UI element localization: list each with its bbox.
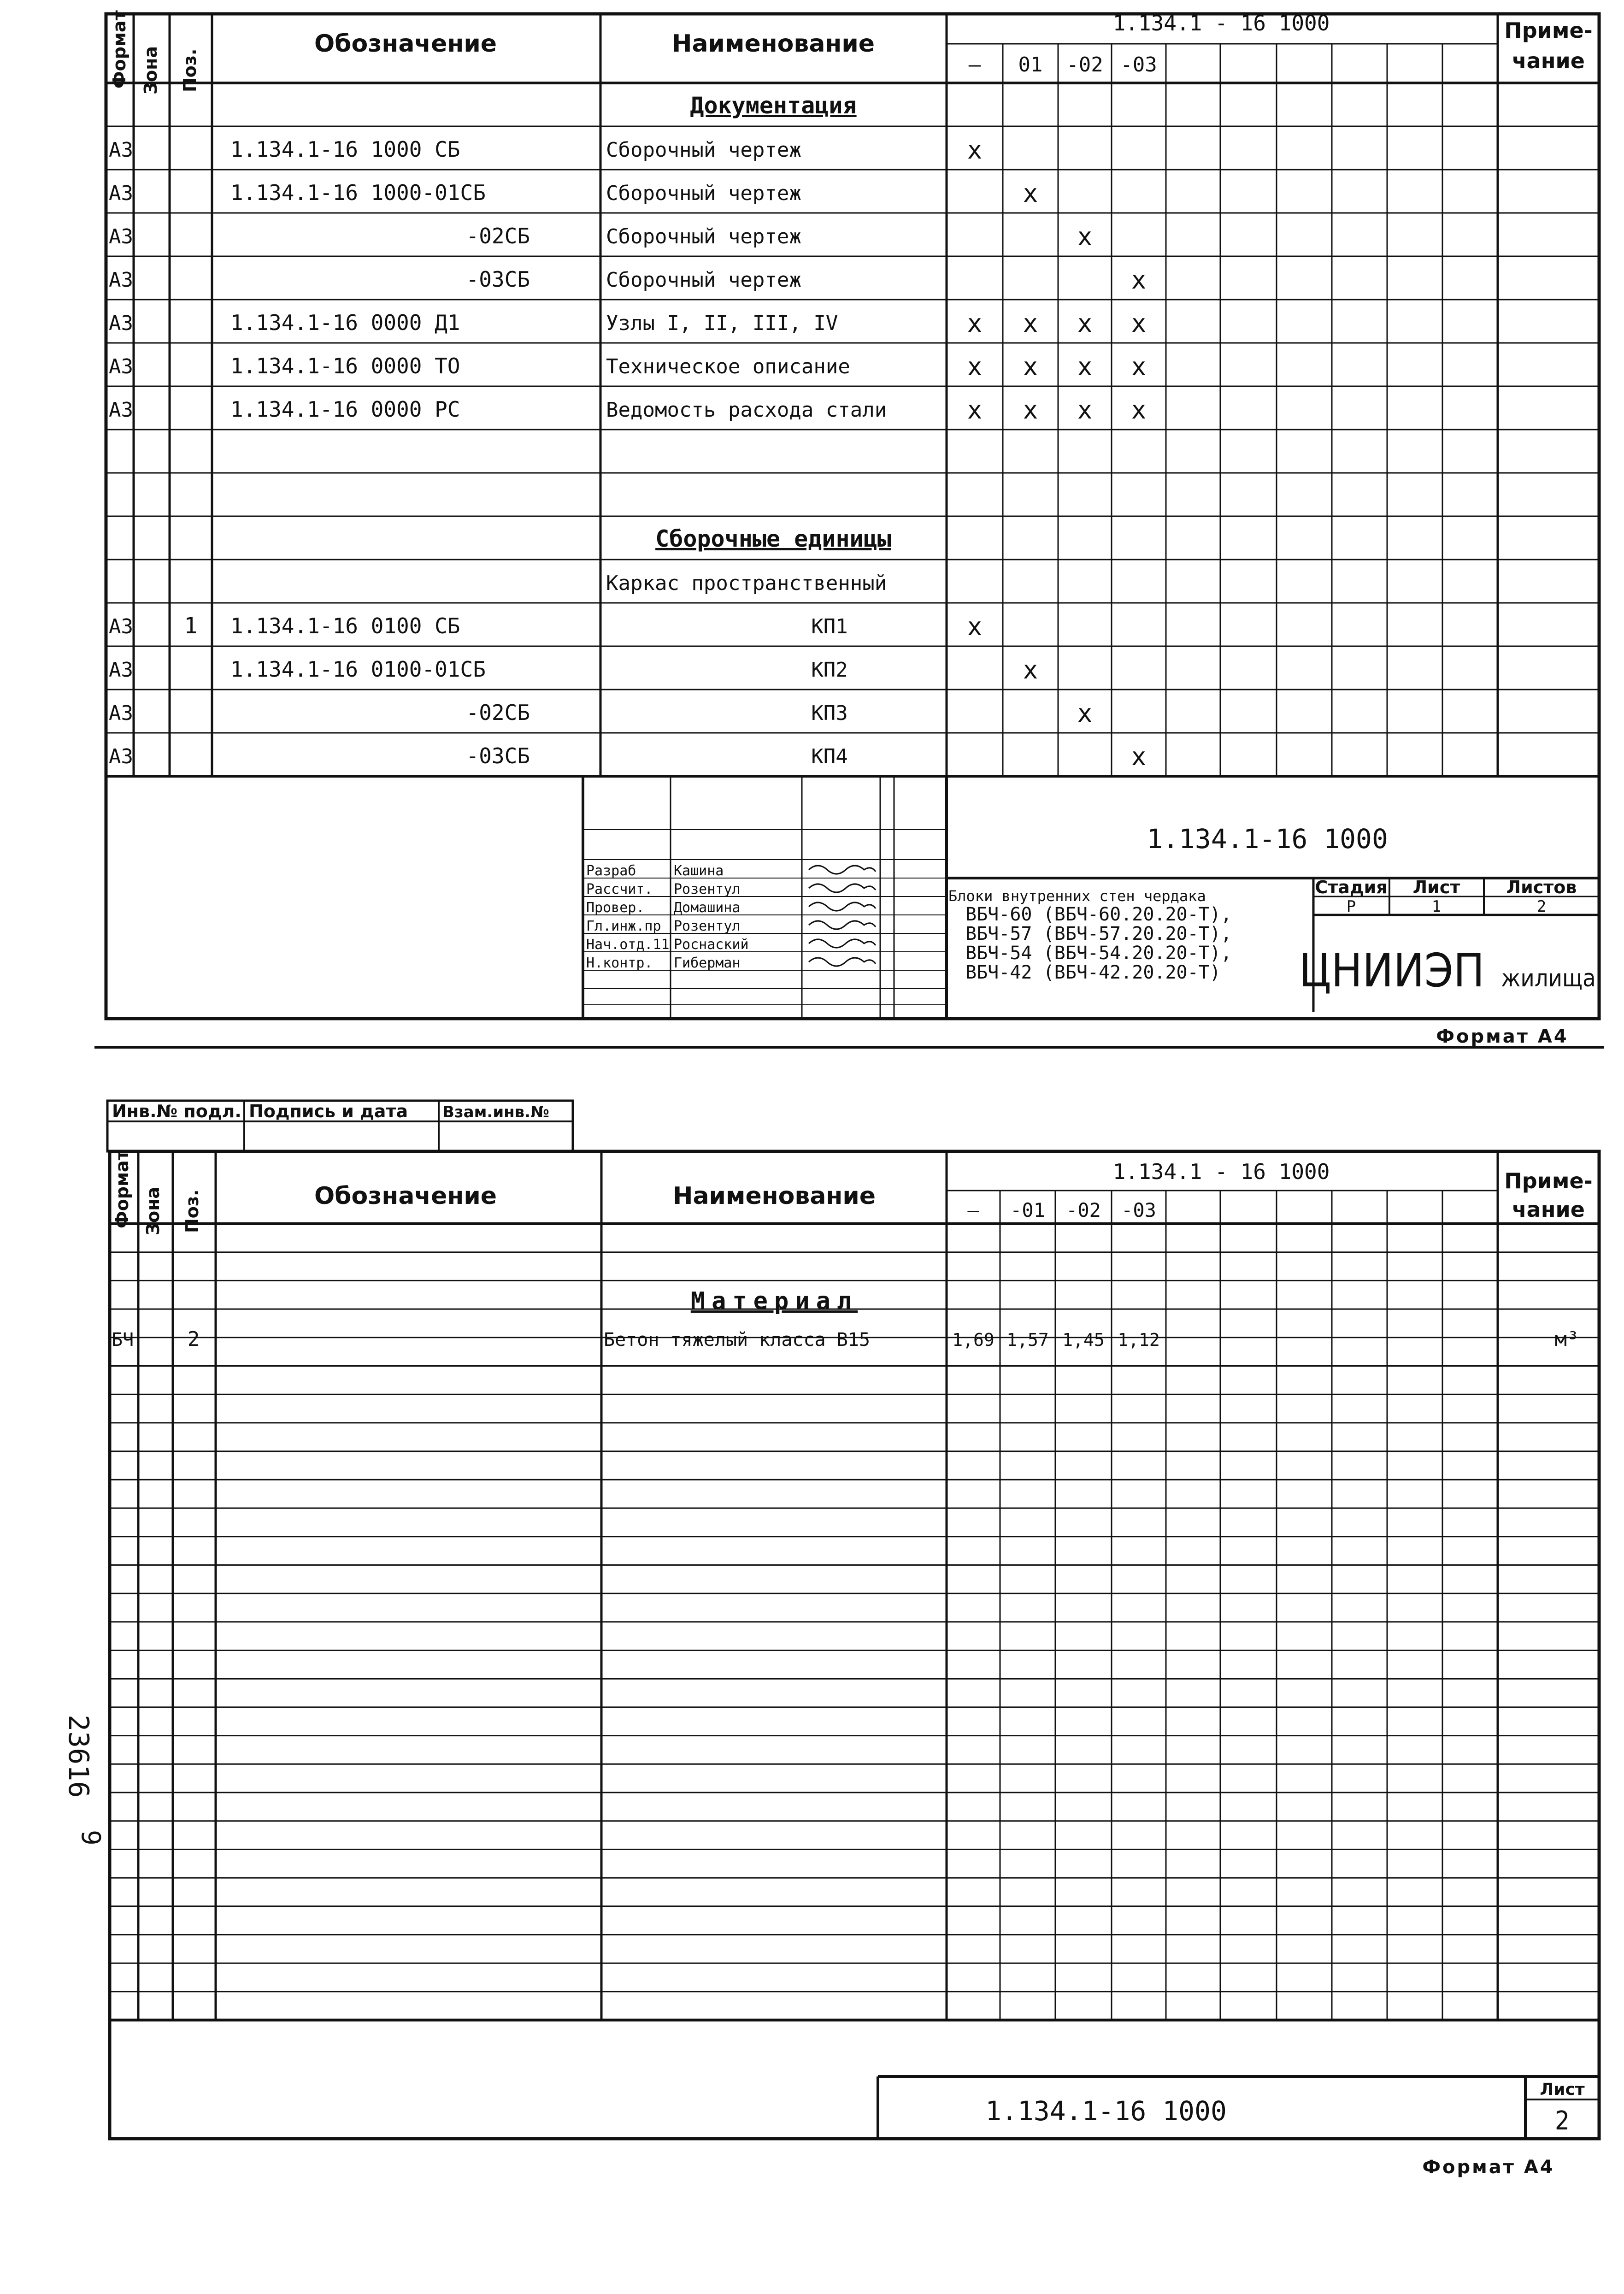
row-format: А3 xyxy=(109,182,133,205)
title-doc-number: 1.134.1-16 1000 xyxy=(1147,823,1388,855)
row-designation: 1.134.1-16 1000-01СБ xyxy=(230,180,486,205)
row-name: Каркас пространственный xyxy=(606,572,887,595)
row-name: КП4 xyxy=(811,745,848,768)
sheet-label: Лист xyxy=(1540,2080,1585,2099)
signature-name: Роснаский xyxy=(674,937,749,953)
header-note: Приме- xyxy=(1504,1168,1593,1193)
signature-name: Домашина xyxy=(674,900,741,916)
sheet-label: Лист xyxy=(1412,877,1460,897)
variant-mark: x xyxy=(967,136,983,165)
header-zone: Зона xyxy=(141,46,161,94)
header-doc-number: 1.134.1 - 16 1000 xyxy=(1112,1159,1330,1184)
stamp-sign: Подпись и дата xyxy=(249,1101,408,1121)
signature-scribble xyxy=(809,866,876,874)
signature-role: Гл.инж.пр xyxy=(586,918,661,934)
signature-scribble xyxy=(809,884,876,892)
row-format: А3 xyxy=(109,268,133,292)
row-format: А3 xyxy=(109,225,133,248)
signature-role: Рассчит. xyxy=(586,881,653,897)
variant-mark: x xyxy=(1077,309,1093,338)
row-name: Узлы I, II, III, IV xyxy=(606,312,838,335)
header-doc-number: 1.134.1 - 16 1000 xyxy=(1112,11,1330,35)
variant-mark: x xyxy=(1023,655,1038,684)
header-designation: Обозначение xyxy=(314,1182,497,1210)
signature-scribble xyxy=(809,921,876,929)
variant-header: – xyxy=(968,53,981,77)
variant-mark: x xyxy=(1131,352,1147,381)
header-format: Формат xyxy=(109,10,129,88)
header-pos: Поз. xyxy=(182,1189,202,1233)
row-format: А3 xyxy=(109,312,133,335)
title-description: Блоки внутренних стен чердака xyxy=(948,887,1206,905)
row-pos: 1 xyxy=(184,613,198,639)
row-name: Сборочный чертеж xyxy=(606,225,801,248)
variant-mark: x xyxy=(1077,395,1093,425)
signature-name: Розентул xyxy=(674,881,741,897)
header-format: Формат xyxy=(112,1150,132,1228)
row-name: Бетон тяжелый класса В15 xyxy=(604,1329,870,1350)
header-note-2: чание xyxy=(1512,48,1585,73)
row-designation: -02СБ xyxy=(466,224,530,248)
row-designation: -03СБ xyxy=(466,267,530,292)
row-format: БЧ xyxy=(112,1329,134,1350)
sheet-value: 1 xyxy=(1431,897,1442,916)
row-note: м³ xyxy=(1554,1327,1579,1351)
signature-name: Гиберман xyxy=(674,955,741,971)
row-designation: 1.134.1-16 0000 ТО xyxy=(230,354,460,378)
variant-mark: x xyxy=(1077,699,1093,728)
format-label: Формат А4 xyxy=(1422,2157,1555,2178)
section-title: Документация xyxy=(690,92,857,119)
variant-mark: x xyxy=(967,352,983,381)
header-designation: Обозначение xyxy=(314,30,497,58)
header-zone: Зона xyxy=(143,1186,163,1235)
row-name: Сборочный чертеж xyxy=(606,268,801,292)
title-description: ВБЧ-57 (ВБЧ-57.20.20-Т), xyxy=(965,923,1232,944)
variant-mark: x xyxy=(1131,742,1147,771)
signature-scribble xyxy=(809,902,876,911)
sheet-value: 2 xyxy=(1554,2106,1570,2136)
variant-header: – xyxy=(967,1199,979,1221)
variant-mark: x xyxy=(1023,309,1038,338)
variant-header: -02 xyxy=(1066,1199,1101,1221)
variant-mark: x xyxy=(1131,265,1147,295)
sheets-value: 2 xyxy=(1536,897,1547,916)
row-designation: 1.134.1-16 0100-01СБ xyxy=(230,657,486,682)
material-quantity: 1,12 xyxy=(1118,1330,1160,1350)
signature-name: Розентул xyxy=(674,918,741,934)
variant-mark: x xyxy=(967,612,983,641)
variant-mark: x xyxy=(967,395,983,425)
signature-scribble xyxy=(809,939,876,948)
header-note: Приме- xyxy=(1504,18,1593,43)
row-designation: 1.134.1-16 0000 Д1 xyxy=(230,310,460,335)
row-designation: 1.134.1-16 0100 СБ xyxy=(230,613,460,638)
row-designation: -03СБ xyxy=(466,743,530,768)
section-title: Сборочные единицы xyxy=(655,525,891,552)
signature-scribble xyxy=(809,958,876,966)
signature-name: Кашина xyxy=(674,863,724,879)
variant-mark: x xyxy=(1131,395,1147,425)
row-name: КП3 xyxy=(811,702,848,725)
org-logo: ЦНИИЭП xyxy=(1299,944,1485,997)
stamp-inv: Инв.№ подл. xyxy=(112,1101,241,1121)
row-pos: 2 xyxy=(187,1327,200,1351)
format-label: Формат А4 xyxy=(1436,1026,1569,1047)
variant-header: -03 xyxy=(1121,1199,1156,1221)
title-description: ВБЧ-42 (ВБЧ-42.20.20-Т) xyxy=(965,962,1221,983)
row-name: КП2 xyxy=(811,658,848,682)
variant-mark: x xyxy=(1023,352,1038,381)
variant-mark: x xyxy=(1023,179,1038,208)
header-note-2: чание xyxy=(1512,1197,1585,1222)
sheets-label: Листов xyxy=(1506,877,1577,897)
row-designation: -02СБ xyxy=(466,700,530,725)
archive-number: 23616 xyxy=(62,1715,94,1798)
archive-number-suffix: 9 xyxy=(76,1830,106,1846)
row-name: Сборочный чертеж xyxy=(606,182,801,205)
section-title: Материал xyxy=(690,1287,858,1315)
stamp-vzam: Взам.инв.№ xyxy=(442,1103,549,1121)
row-name: КП1 xyxy=(811,615,848,638)
variant-header: 01 xyxy=(1018,53,1043,77)
row-format: А3 xyxy=(109,658,133,682)
row-format: А3 xyxy=(109,355,133,378)
row-format: А3 xyxy=(109,702,133,725)
variant-mark: x xyxy=(967,309,983,338)
footer-doc-number: 1.134.1-16 1000 xyxy=(985,2095,1227,2127)
stage-value: Р xyxy=(1346,897,1356,916)
variant-mark: x xyxy=(1131,309,1147,338)
stage-label: Стадия xyxy=(1315,877,1388,897)
variant-header: -01 xyxy=(1010,1199,1045,1221)
row-format: А3 xyxy=(109,398,133,422)
row-format: А3 xyxy=(109,138,133,162)
material-quantity: 1,69 xyxy=(952,1330,994,1350)
title-description: ВБЧ-54 (ВБЧ-54.20.20-Т), xyxy=(965,943,1232,964)
org-logo-suffix: жилища xyxy=(1501,965,1596,992)
row-name: Техническое описание xyxy=(606,355,850,378)
row-name: Сборочный чертеж xyxy=(606,138,801,162)
header-name: Наименование xyxy=(671,30,875,58)
material-quantity: 1,45 xyxy=(1062,1330,1105,1350)
signature-role: Провер. xyxy=(586,900,645,916)
row-designation: 1.134.1-16 1000 СБ xyxy=(230,137,460,162)
variant-header: -02 xyxy=(1066,53,1103,77)
material-quantity: 1,57 xyxy=(1006,1330,1049,1350)
row-name: Ведомость расхода стали xyxy=(606,398,887,422)
signature-role: Н.контр. xyxy=(586,955,653,971)
signature-role: Нач.отд.11 xyxy=(586,937,670,953)
row-designation: 1.134.1-16 0000 РС xyxy=(230,397,460,422)
variant-mark: x xyxy=(1077,352,1093,381)
variant-mark: x xyxy=(1023,395,1038,425)
header-name: Наименование xyxy=(672,1182,876,1210)
variant-header: -03 xyxy=(1120,53,1157,77)
row-format: А3 xyxy=(109,745,133,768)
variant-mark: x xyxy=(1077,222,1093,251)
signature-role: Разраб xyxy=(586,863,636,879)
title-description: ВБЧ-60 (ВБЧ-60.20.20-Т), xyxy=(965,904,1232,925)
row-format: А3 xyxy=(109,615,133,638)
header-pos: Поз. xyxy=(180,48,200,92)
